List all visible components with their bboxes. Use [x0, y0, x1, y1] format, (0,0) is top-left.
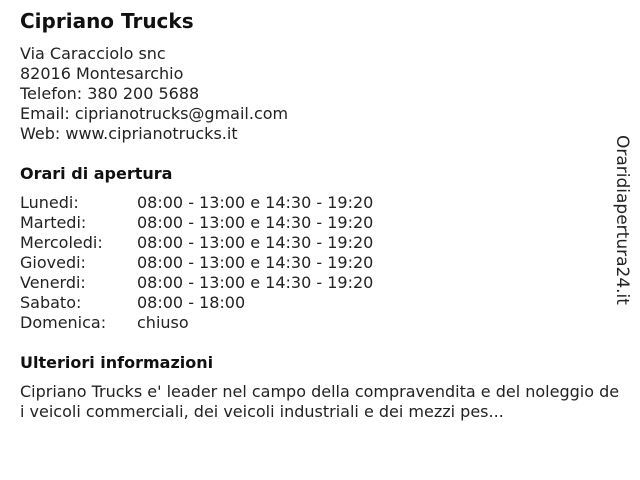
opening-hours-table	[20, 193, 373, 333]
opening-hours-title: Orari di apertura	[20, 164, 173, 183]
day-label: Domenica:	[20, 313, 107, 332]
day-hours: chiuso	[137, 313, 189, 332]
day-hours: 08:00 - 13:00 e 14:30 - 19:20	[137, 273, 374, 292]
hours-row-friday	[20, 273, 373, 293]
business-card	[20, 8, 620, 422]
address-city: 82016 Montesarchio	[20, 64, 184, 83]
additional-info-text: Cipriano Trucks e' leader nel campo della compravendita e del noleggio dei veicoli commerciali, dei veicoli industriali e dei mezzi pes...	[20, 382, 620, 421]
day-hours: 08:00 - 13:00 e 14:30 - 19:20	[137, 253, 374, 272]
day-label: Sabato:	[20, 293, 82, 312]
day-hours: 08:00 - 18:00	[137, 293, 246, 312]
hours-row-sunday	[20, 313, 373, 333]
hours-row-wednesday	[20, 233, 373, 253]
day-hours: 08:00 - 13:00 e 14:30 - 19:20	[137, 233, 374, 252]
email-text: Email: ciprianotrucks@gmail.com	[20, 104, 289, 123]
day-label: Lunedi:	[20, 193, 79, 212]
web-text: Web: www.ciprianotrucks.it	[20, 124, 238, 143]
additional-info-title: Ulteriori informazioni	[20, 353, 214, 372]
site-watermark: Oraridiapertura24.it	[612, 135, 632, 305]
phone-text: Telefon: 380 200 5688	[20, 84, 200, 103]
hours-row-thursday	[20, 253, 373, 273]
hours-row-saturday	[20, 293, 373, 313]
hours-row-monday	[20, 193, 373, 213]
day-label: Martedi:	[20, 213, 87, 232]
day-hours: 08:00 - 13:00 e 14:30 - 19:20	[137, 213, 374, 232]
contact-block	[20, 44, 620, 144]
day-label: Mercoledi:	[20, 233, 103, 252]
day-hours: 08:00 - 13:00 e 14:30 - 19:20	[137, 193, 374, 212]
address-street: Via Caracciolo snc	[20, 44, 166, 63]
hours-row-tuesday	[20, 213, 373, 233]
day-label: Venerdi:	[20, 273, 86, 292]
business-name: Cipriano Trucks	[20, 9, 194, 33]
day-label: Giovedi:	[20, 253, 86, 272]
